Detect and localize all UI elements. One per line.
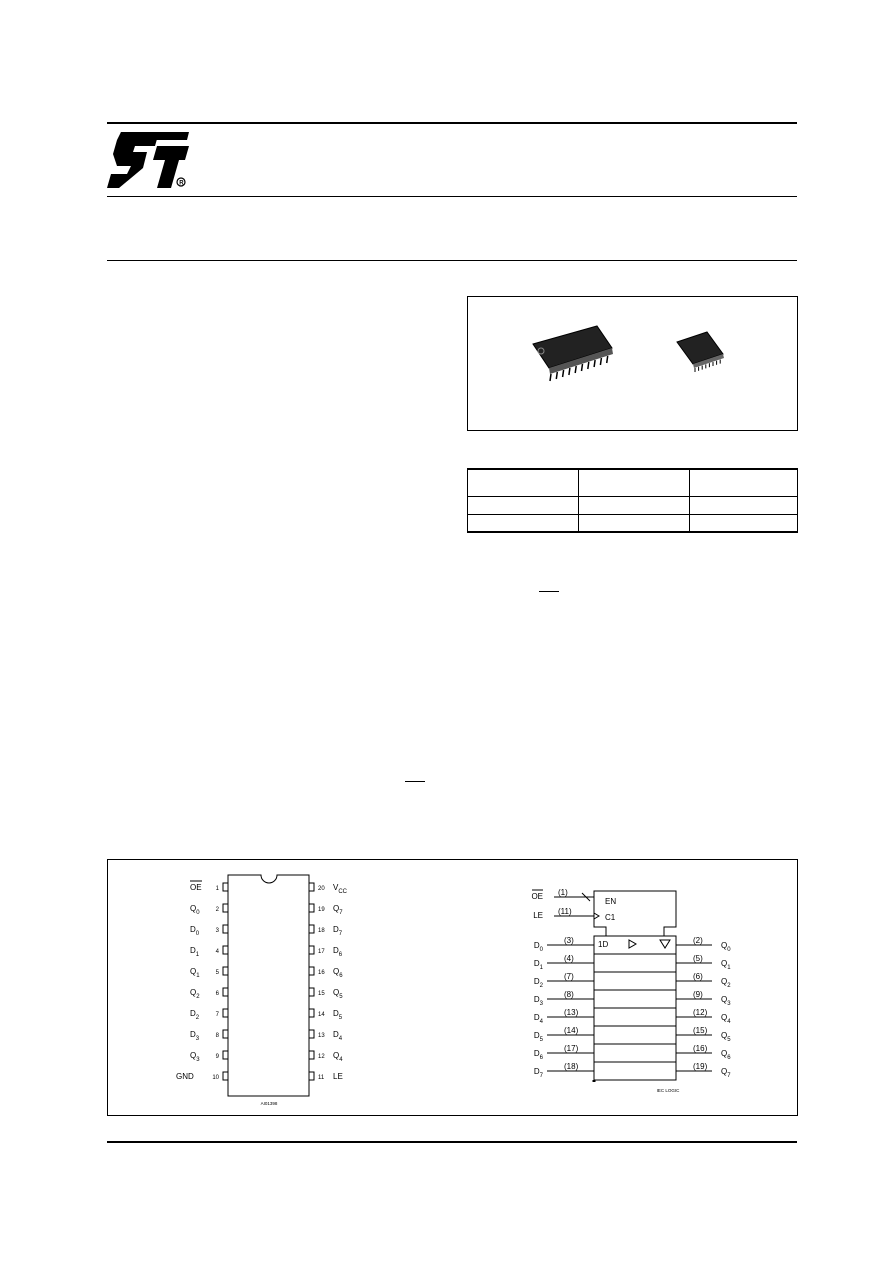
pin-name: $Q_4$ [332, 1050, 343, 1063]
pin-number: 12 [317, 1053, 325, 1060]
package-picture-box [467, 296, 798, 431]
pin-and-logic-diagrams [107, 859, 798, 1116]
input-name: $D_4$ [533, 1012, 543, 1025]
pin-name: $D_0$ [189, 924, 199, 937]
pin-number: (6) [692, 971, 703, 981]
pin-number: (16) [692, 1043, 707, 1053]
pin-number: 8 [215, 1032, 219, 1039]
footer-rule [107, 1141, 797, 1143]
input-name: $D_6$ [533, 1048, 543, 1061]
pin-number: (8) [563, 989, 574, 999]
sop-lead [575, 366, 576, 373]
pin-name: $Q_5$ [332, 987, 343, 1000]
output-name: $Q_7$ [720, 1066, 731, 1079]
pin-stub [309, 988, 314, 996]
input-name: $D_1$ [533, 958, 543, 971]
table-row [468, 514, 798, 532]
tssop-package-image [677, 332, 724, 372]
pin-stub [223, 1030, 228, 1038]
latch-label: 1D [597, 939, 608, 949]
pin-number: (18) [563, 1061, 578, 1071]
pin-stub [223, 925, 228, 933]
pin-number: 15 [317, 990, 325, 997]
table-cell [468, 469, 579, 496]
pin-stub [309, 946, 314, 954]
pin-name: $D_5$ [332, 1008, 342, 1021]
table-cell [468, 496, 579, 514]
pin-stub [223, 1072, 228, 1080]
pin-stub [309, 904, 314, 912]
input-name: $D_5$ [533, 1030, 543, 1043]
pin-number: (4) [563, 953, 574, 963]
output-name: $Q_3$ [720, 994, 731, 1007]
pin-number: (17) [563, 1043, 578, 1053]
pin-stub [223, 904, 228, 912]
control-name: OE [530, 891, 543, 901]
output-name: $Q_5$ [720, 1030, 731, 1043]
pin-number: (15) [692, 1025, 707, 1035]
sop-package-image [533, 326, 613, 381]
pin-number: 16 [317, 969, 325, 976]
pin-number: (19) [692, 1061, 707, 1071]
sop-lead [607, 356, 608, 363]
order-codes-table [467, 468, 798, 533]
tristate-icon [660, 940, 670, 948]
table-cell [690, 469, 798, 496]
pin-number: 20 [317, 885, 325, 892]
connection-diagram-box [107, 859, 798, 1116]
package-illustrations [467, 296, 798, 431]
table-cell [579, 469, 690, 496]
pin-name: $D_6$ [332, 945, 342, 958]
pin-number: 3 [215, 927, 219, 934]
pin-number: (7) [563, 971, 574, 981]
pin-name: $Q_2$ [189, 987, 200, 1000]
table-cell [690, 496, 798, 514]
pin-name: LE [332, 1071, 343, 1081]
pin-number: (3) [563, 935, 574, 945]
header-top-rule [107, 122, 797, 124]
sop-lead [588, 362, 589, 369]
input-name: $D_7$ [533, 1066, 543, 1079]
pin-name: $V_{CC}$ [332, 882, 347, 895]
pin-stub [309, 1009, 314, 1017]
control-name: LE [532, 910, 543, 920]
overbar-mark [539, 591, 559, 592]
pin-number: (1) [557, 887, 568, 897]
pin-name: $D_7$ [332, 924, 342, 937]
pin-name: GND [175, 1071, 194, 1081]
ic-body [228, 875, 309, 1096]
control-label: C1 [604, 912, 615, 922]
pin-number: (13) [563, 1007, 578, 1017]
pin-number: 9 [215, 1053, 219, 1060]
pin-number: 2 [215, 906, 219, 913]
figure-code: IEC LOGIC [656, 1087, 679, 1093]
pin-number: (9) [692, 989, 703, 999]
sop-lead [594, 360, 595, 367]
pin-number: (5) [692, 953, 703, 963]
pin-number: 5 [215, 969, 219, 976]
pin-name: $Q_1$ [189, 966, 200, 979]
output-name: $Q_4$ [720, 1012, 731, 1025]
table-cell [468, 514, 579, 532]
pin-name: $D_3$ [189, 1029, 199, 1042]
pin-stub [223, 946, 228, 954]
pin-number: 18 [317, 927, 325, 934]
pin-stub [309, 925, 314, 933]
input-name: $D_0$ [533, 940, 543, 953]
pin-stub [309, 1030, 314, 1038]
output-name: $Q_0$ [720, 940, 731, 953]
control-label: EN [604, 896, 616, 906]
pin-number: 19 [317, 906, 325, 913]
pin-number: 10 [211, 1074, 219, 1081]
table-header-row [468, 469, 798, 496]
table-row [468, 496, 798, 514]
pin-name: $D_4$ [332, 1029, 342, 1042]
table-cell [690, 514, 798, 532]
pin-number: (12) [692, 1007, 707, 1017]
sop-lead [569, 368, 570, 375]
sop-lead [600, 358, 601, 365]
pin-stub [223, 988, 228, 996]
pin-name: $Q_3$ [189, 1050, 200, 1063]
pin-stub [309, 1072, 314, 1080]
pin-name: $Q_0$ [189, 903, 200, 916]
output-name: $Q_6$ [720, 1048, 731, 1061]
table-cell [579, 496, 690, 514]
pin-stub [309, 883, 314, 891]
overbar-mark [405, 781, 425, 782]
sop-lead [550, 374, 551, 381]
header-bottom-rule [107, 260, 797, 261]
pin-stub [223, 1009, 228, 1017]
sop-lead [582, 364, 583, 371]
clock-triangle-icon [594, 913, 599, 919]
pin-stub [309, 1051, 314, 1059]
input-name: $D_3$ [533, 994, 543, 1007]
pin-name: OE [189, 882, 202, 892]
table-cell [579, 514, 690, 532]
buffer-icon [629, 940, 636, 948]
pin-number: 1 [215, 885, 219, 892]
pin-number: 7 [215, 1011, 219, 1018]
pin-stub [223, 967, 228, 975]
pin-number: 11 [317, 1074, 324, 1081]
pin-stub [309, 967, 314, 975]
pin-number: 4 [215, 948, 219, 955]
pin-name: $Q_6$ [332, 966, 343, 979]
header-middle-rule [107, 196, 797, 197]
output-name: $Q_1$ [720, 958, 731, 971]
st-logo [107, 132, 189, 188]
pin-name: $D_2$ [189, 1008, 199, 1021]
sop-lead [563, 370, 564, 377]
input-name: $D_2$ [533, 976, 543, 989]
figure-code: AI01398 [260, 1100, 277, 1106]
sop-lead [556, 372, 557, 379]
svg-text:R: R [179, 180, 184, 187]
pin-stub [223, 883, 228, 891]
pin-number: 17 [317, 948, 325, 955]
pin-number: 14 [317, 1011, 325, 1018]
pin-number: 6 [215, 990, 219, 997]
pin-number: 13 [317, 1032, 325, 1039]
pin-name: $Q_7$ [332, 903, 343, 916]
output-name: $Q_2$ [720, 976, 731, 989]
pin-number: (14) [563, 1025, 578, 1035]
pin-name: $D_1$ [189, 945, 199, 958]
pin-stub [223, 1051, 228, 1059]
pin-number: (2) [692, 935, 703, 945]
pin-number: (11) [557, 906, 572, 916]
